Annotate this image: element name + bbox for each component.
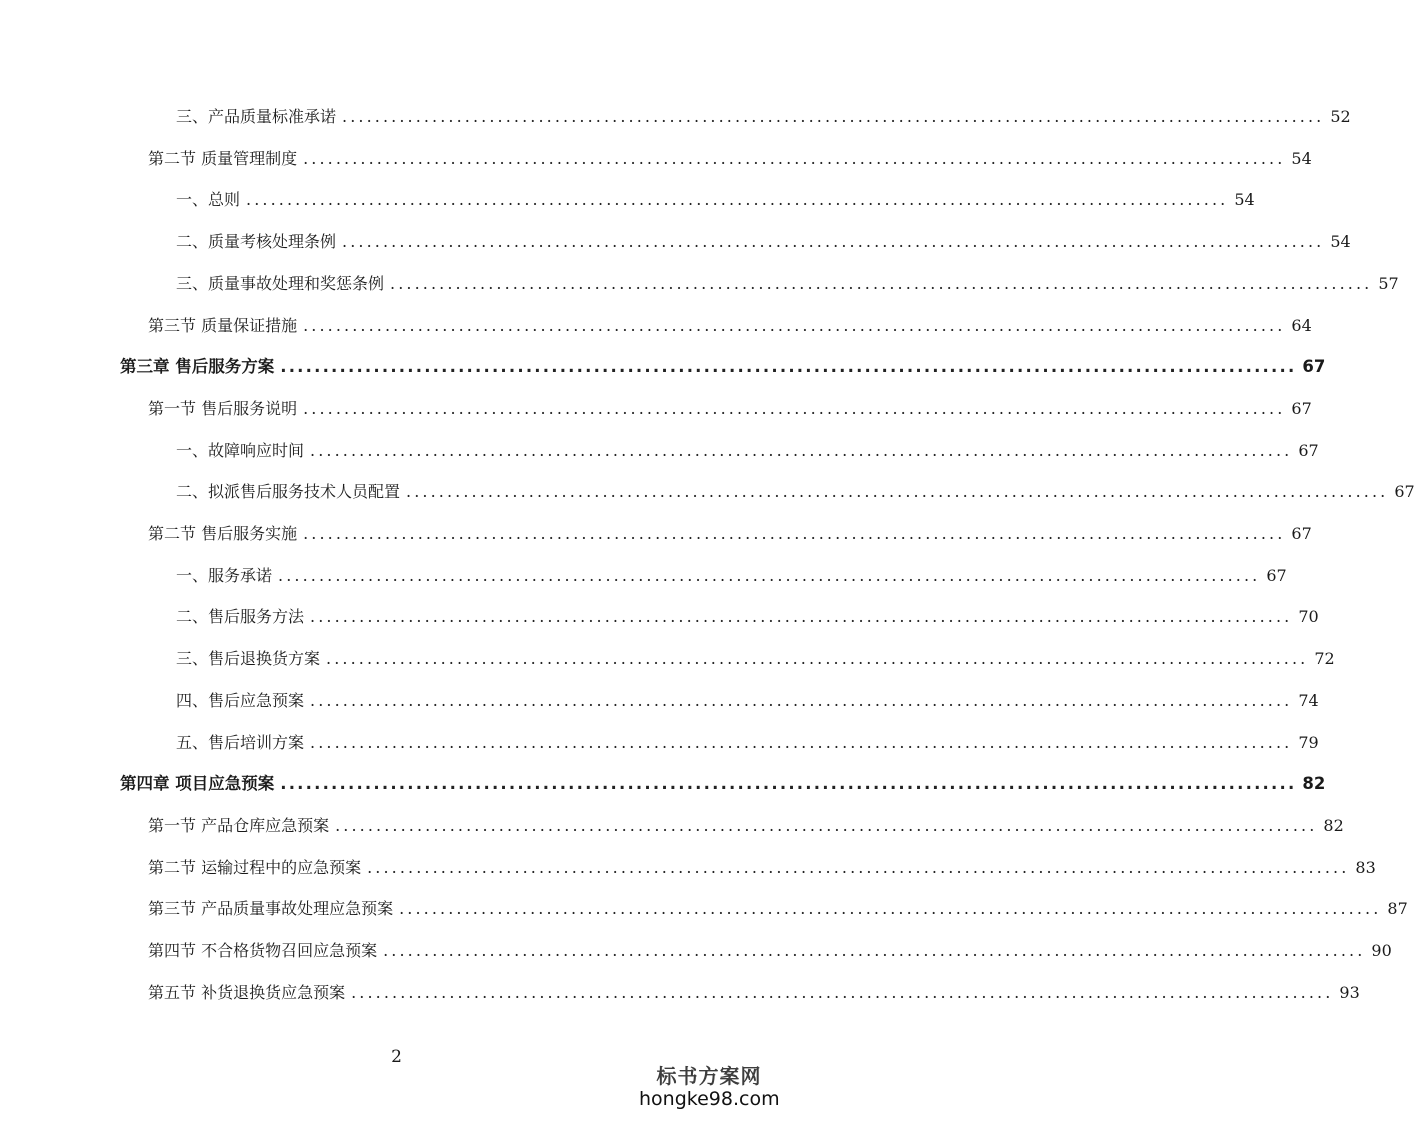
toc-entry[interactable] <box>120 355 1326 379</box>
toc-entry-label: 三、质量事故处理和奖惩条例 <box>176 274 385 293</box>
toc-entry-label: 第四章 项目应急预案 <box>120 774 275 793</box>
toc-entry-label: 第一节 售后服务说明 <box>148 399 298 418</box>
toc-dot-leader: ........................................................................................................................ <box>390 274 1373 293</box>
toc-entry[interactable] <box>120 772 1326 796</box>
toc-entry-page-number: 74 <box>1298 691 1319 710</box>
toc-entry-page-number: 54 <box>1234 190 1255 209</box>
toc-dot-leader: ........................................................................................................................ <box>335 816 1318 835</box>
toc-entry[interactable] <box>148 814 1344 838</box>
toc-entry-label: 二、拟派售后服务技术人员配置 <box>176 482 401 501</box>
toc-entry-label: 二、质量考核处理条例 <box>176 232 337 251</box>
toc-entry[interactable] <box>148 939 1392 963</box>
toc-entry-label: 第四节 不合格货物召回应急预案 <box>148 941 378 960</box>
watermark-title: 标书方案网 <box>656 1064 762 1088</box>
toc-dot-leader: ........................................................................................................................ <box>280 357 1297 376</box>
toc-entry-page-number: 93 <box>1339 983 1360 1002</box>
toc-entry-page-number: 52 <box>1330 107 1351 126</box>
toc-entry[interactable] <box>148 981 1360 1005</box>
toc-entry-label: 五、售后培训方案 <box>176 733 305 752</box>
toc-dot-leader: ........................................................................................................................ <box>406 482 1389 501</box>
toc-dot-leader: ........................................................................................................................ <box>303 524 1286 543</box>
toc-entry-page-number: 67 <box>1266 566 1287 585</box>
toc-entry-label: 三、售后退换货方案 <box>176 649 321 668</box>
toc-entry[interactable] <box>176 689 1319 713</box>
toc-dot-leader: ........................................................................................................................ <box>310 607 1293 626</box>
toc-entry[interactable] <box>176 480 1415 504</box>
toc-entry-label: 一、服务承诺 <box>176 566 273 585</box>
toc-entry[interactable] <box>148 522 1312 546</box>
toc-dot-leader: ........................................................................................................................ <box>310 441 1293 460</box>
toc-entry[interactable] <box>148 897 1408 921</box>
toc-entry-label: 一、总则 <box>176 190 241 209</box>
toc-entry-page-number: 72 <box>1314 649 1335 668</box>
toc-entry-label: 二、售后服务方法 <box>176 607 305 626</box>
toc-entry-label: 第二节 运输过程中的应急预案 <box>148 858 362 877</box>
toc-entry-page-number: 67 <box>1394 482 1415 501</box>
toc-entry[interactable] <box>148 397 1312 421</box>
toc-entry-label: 第五节 补货退换货应急预案 <box>148 983 346 1002</box>
toc-entry[interactable] <box>176 439 1319 463</box>
watermark-url: hongke98.com <box>639 1088 780 1110</box>
watermark-logo <box>639 1064 779 1110</box>
toc-entry-page-number: 83 <box>1355 858 1376 877</box>
toc-entry-page-number: 79 <box>1298 733 1319 752</box>
toc-dot-leader: ........................................................................................................................ <box>310 733 1293 752</box>
toc-entry[interactable] <box>176 230 1351 254</box>
toc-dot-leader: ........................................................................................................................ <box>310 691 1293 710</box>
toc-entry[interactable] <box>148 147 1312 171</box>
toc-entry[interactable] <box>148 314 1312 338</box>
toc-entry-label: 第三章 售后服务方案 <box>120 357 275 376</box>
toc-entry[interactable] <box>176 731 1319 755</box>
toc-entry[interactable] <box>176 105 1351 129</box>
toc-dot-leader: ........................................................................................................................ <box>246 190 1229 209</box>
toc-entry[interactable] <box>176 647 1335 671</box>
toc-dot-leader: ........................................................................................................................ <box>342 232 1325 251</box>
toc-entry-label: 第一节 产品仓库应急预案 <box>148 816 330 835</box>
page-number: 2 <box>391 1047 402 1067</box>
toc-dot-leader: ........................................................................................................................ <box>351 983 1334 1002</box>
toc-entry-label: 第三节 质量保证措施 <box>148 316 298 335</box>
toc-dot-leader: ........................................................................................................................ <box>303 149 1286 168</box>
toc-entry-page-number: 67 <box>1302 357 1326 376</box>
toc-dot-leader: ........................................................................................................................ <box>383 941 1366 960</box>
toc-entry-page-number: 87 <box>1387 899 1408 918</box>
toc-dot-leader: ........................................................................................................................ <box>342 107 1325 126</box>
toc-entry-label: 第二节 售后服务实施 <box>148 524 298 543</box>
toc-entry-page-number: 67 <box>1298 441 1319 460</box>
toc-entry-page-number: 64 <box>1291 316 1312 335</box>
toc-entry-label: 四、售后应急预案 <box>176 691 305 710</box>
toc-entry-label: 第二节 质量管理制度 <box>148 149 298 168</box>
toc-entry-page-number: 67 <box>1291 524 1312 543</box>
toc-entry[interactable] <box>176 272 1399 296</box>
toc-entry[interactable] <box>176 564 1287 588</box>
toc-dot-leader: ........................................................................................................................ <box>278 566 1261 585</box>
toc-entry-page-number: 54 <box>1330 232 1351 251</box>
toc-dot-leader: ........................................................................................................................ <box>367 858 1350 877</box>
toc-entry-page-number: 82 <box>1323 816 1344 835</box>
toc-entry-page-number: 82 <box>1302 774 1326 793</box>
toc-dot-leader: ........................................................................................................................ <box>280 774 1297 793</box>
toc-dot-leader: ........................................................................................................................ <box>303 316 1286 335</box>
toc-entry-page-number: 57 <box>1378 274 1399 293</box>
toc-entry-page-number: 90 <box>1371 941 1392 960</box>
toc-dot-leader: ........................................................................................................................ <box>399 899 1382 918</box>
toc-entry-label: 第三节 产品质量事故处理应急预案 <box>148 899 394 918</box>
toc-entry-page-number: 54 <box>1291 149 1312 168</box>
toc-entry-label: 三、产品质量标准承诺 <box>176 107 337 126</box>
toc-entry-label: 一、故障响应时间 <box>176 441 305 460</box>
toc-entry[interactable] <box>176 605 1319 629</box>
toc-entry[interactable] <box>176 188 1255 212</box>
toc-dot-leader: ........................................................................................................................ <box>303 399 1286 418</box>
toc-dot-leader: ........................................................................................................................ <box>326 649 1309 668</box>
toc-entry[interactable] <box>148 856 1376 880</box>
toc-entry-page-number: 67 <box>1291 399 1312 418</box>
toc-entry-page-number: 70 <box>1298 607 1319 626</box>
